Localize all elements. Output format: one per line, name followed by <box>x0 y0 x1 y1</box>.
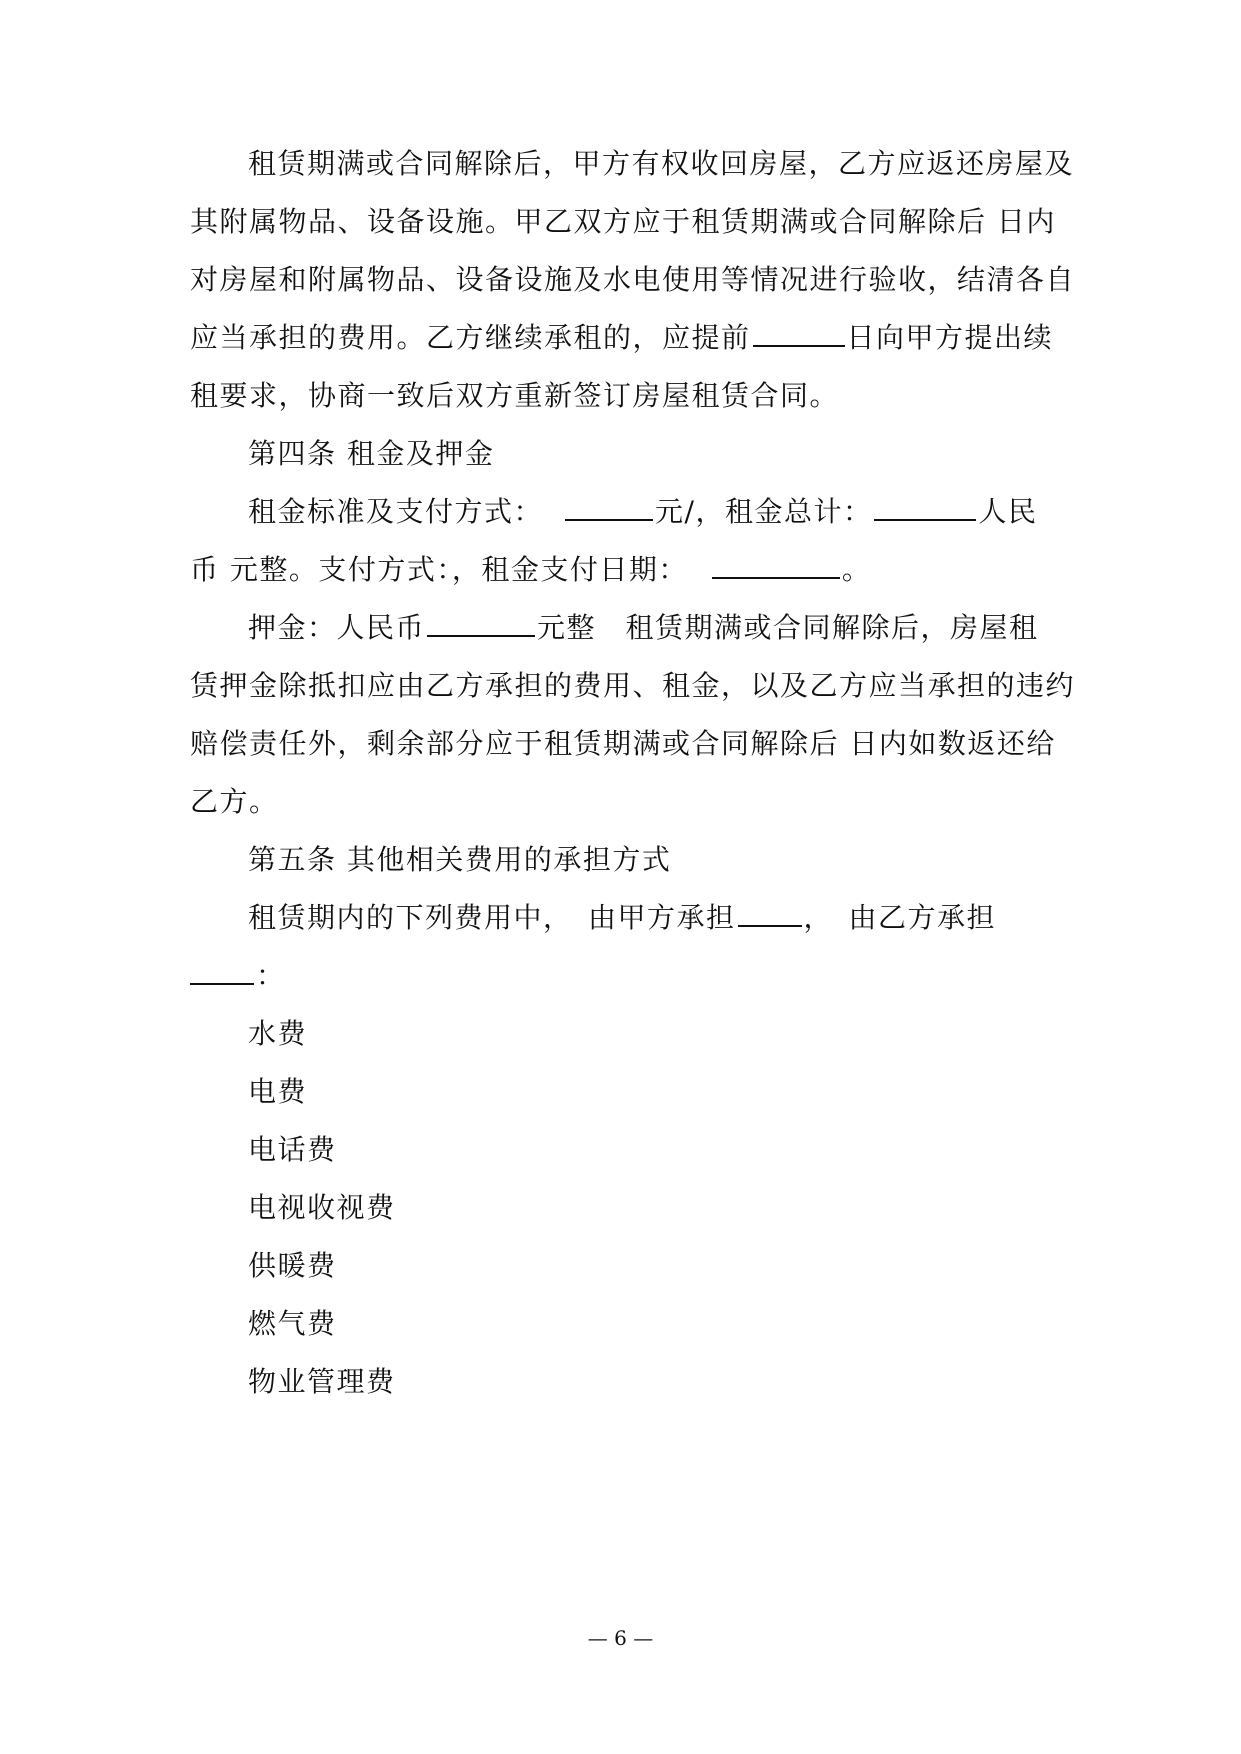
fill-in-blank <box>427 613 535 637</box>
fill-in-blank <box>753 323 845 347</box>
paragraph-line: 租赁期满或合同解除后，甲方有权收回房屋，乙方应返还房屋及 <box>248 147 1075 180</box>
page-number: — 6 — <box>587 1626 654 1650</box>
section-heading: 第四条 租金及押金 <box>248 437 495 470</box>
fill-in-blank <box>565 497 653 521</box>
paragraph-line: 对房屋和附属物品、设备设施及水电使用等情况进行验收，结清各自 <box>190 263 1076 296</box>
list-item: 燃气费 <box>248 1307 337 1340</box>
paragraph-line: 租要求，协商一致后双方重新签订房屋租赁合同。 <box>190 379 840 412</box>
list-item: 水费 <box>248 1017 308 1050</box>
list-item: 电费 <box>248 1075 308 1108</box>
paragraph-line: ： <box>190 956 1050 996</box>
section-heading: 第五条 其他相关费用的承担方式 <box>248 843 672 876</box>
paragraph-line: 应当承担的费用。乙方继续承租的，应提前 日向甲方提出续 <box>190 321 1054 354</box>
fill-in-blank <box>190 961 254 985</box>
fill-in-blank <box>874 497 976 521</box>
list-item: 物业管理费 <box>248 1365 396 1398</box>
paragraph-line: 押金：人民币 元整 租赁期满或合同解除后，房屋租 <box>248 611 1039 644</box>
paragraph-line: 币 元整。支付方式：，租金支付日期： 。 <box>190 553 872 586</box>
paragraph-line: 赔偿责任外，剩余部分应于租赁期满或合同解除后 日内如数返还给 <box>190 727 1056 760</box>
list-item: 供暖费 <box>248 1249 337 1282</box>
fill-in-blank <box>712 555 840 579</box>
fill-in-blank <box>738 903 802 927</box>
paragraph-line: 其附属物品、设备设施。甲乙双方应于租赁期满或合同解除后 日内 <box>190 205 1056 238</box>
paragraph-line: 租赁期内的下列费用中， 由甲方承担 ， 由乙方承担 <box>248 901 997 934</box>
list-item: 电话费 <box>248 1133 337 1166</box>
paragraph-line: 租金标准及支付方式： 元/，租金总计： 人民 <box>248 495 1038 528</box>
paragraph-line: 赁押金除抵扣应由乙方承担的费用、租金，以及乙方应当承担的违约 <box>190 669 1076 702</box>
paragraph-line: 乙方。 <box>190 785 279 818</box>
list-item: 电视收视费 <box>248 1191 396 1224</box>
